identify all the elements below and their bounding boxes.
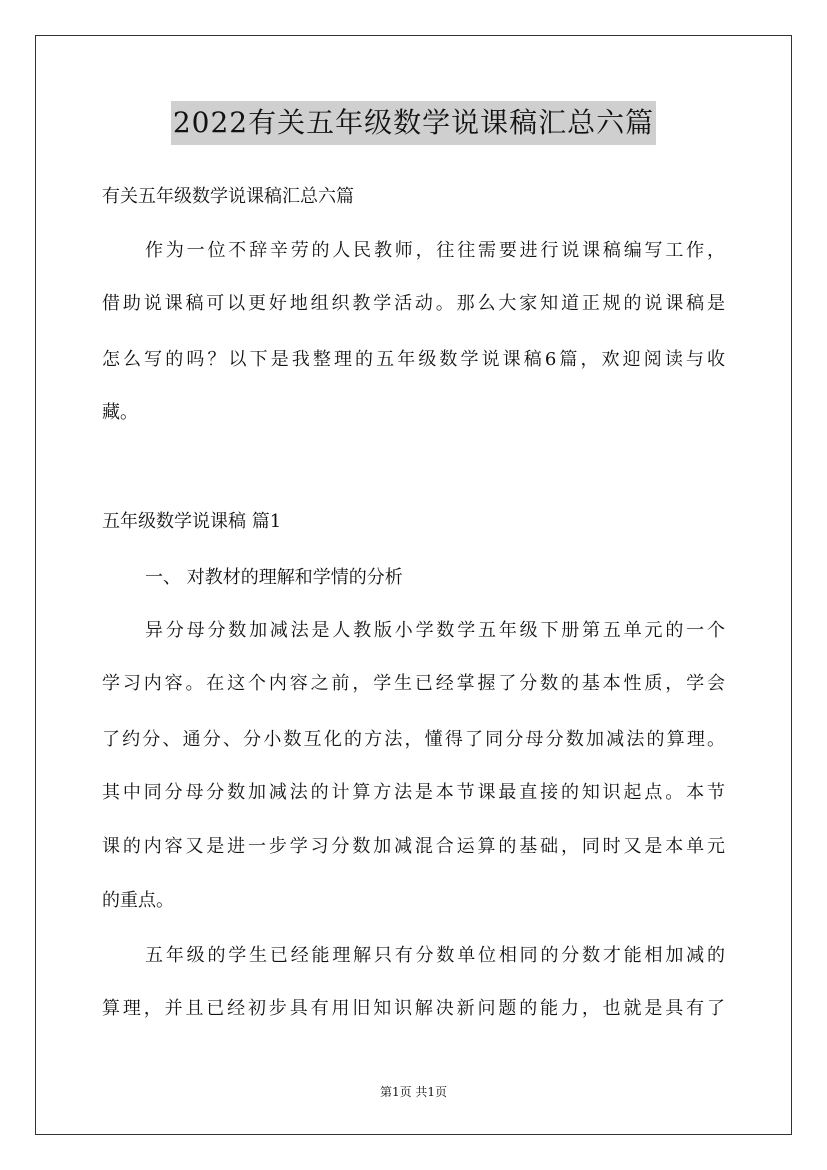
document-title: 2022有关五年级数学说课稿汇总六篇 (171, 101, 656, 145)
paragraph-line: 学习内容。在这个内容之前，学生已经掌握了分数的基本性质，学会 (102, 673, 725, 694)
paragraph-line: 其中同分母分数加减法的计算方法是本节课最直接的知识起点。本节 (102, 782, 725, 803)
intro-line: 借助说课稿可以更好地组织教学活动。那么大家知道正规的说课稿是 (102, 293, 725, 314)
intro-line: 藏。 (102, 402, 138, 423)
intro-line: 怎么写的吗？以下是我整理的五年级数学说课稿6篇，欢迎阅读与收 (102, 349, 725, 370)
section-heading: 五年级数学说课稿 篇1 (102, 511, 282, 532)
paragraph-line: 课的内容又是进一步学习分数加减混合运算的基础，同时又是本单元 (102, 836, 725, 857)
paragraph-line: 异分母分数加减法是人教版小学数学五年级下册第五单元的一个 (145, 620, 725, 641)
paragraph-line: 五年级的学生已经能理解只有分数单位相同的分数才能相加减的 (145, 945, 725, 966)
title-container (0, 101, 827, 145)
page-number-label: 第1页 共1页 (379, 1085, 448, 1099)
subsection-heading: 一、 对教材的理解和学情的分析 (145, 567, 403, 588)
document-subtitle: 有关五年级数学说课稿汇总六篇 (102, 186, 354, 207)
page-footer (0, 1083, 827, 1100)
intro-line: 作为一位不辞辛劳的人民教师，往往需要进行说课稿编写工作， (145, 240, 725, 261)
paragraph-line: 的重点。 (102, 890, 174, 911)
paragraph-line: 了约分、通分、分小数互化的方法，懂得了同分母分数加减法的算理。 (102, 729, 725, 750)
paragraph-line: 算理，并且已经初步具有用旧知识解决新问题的能力，也就是具有了 (102, 998, 725, 1019)
